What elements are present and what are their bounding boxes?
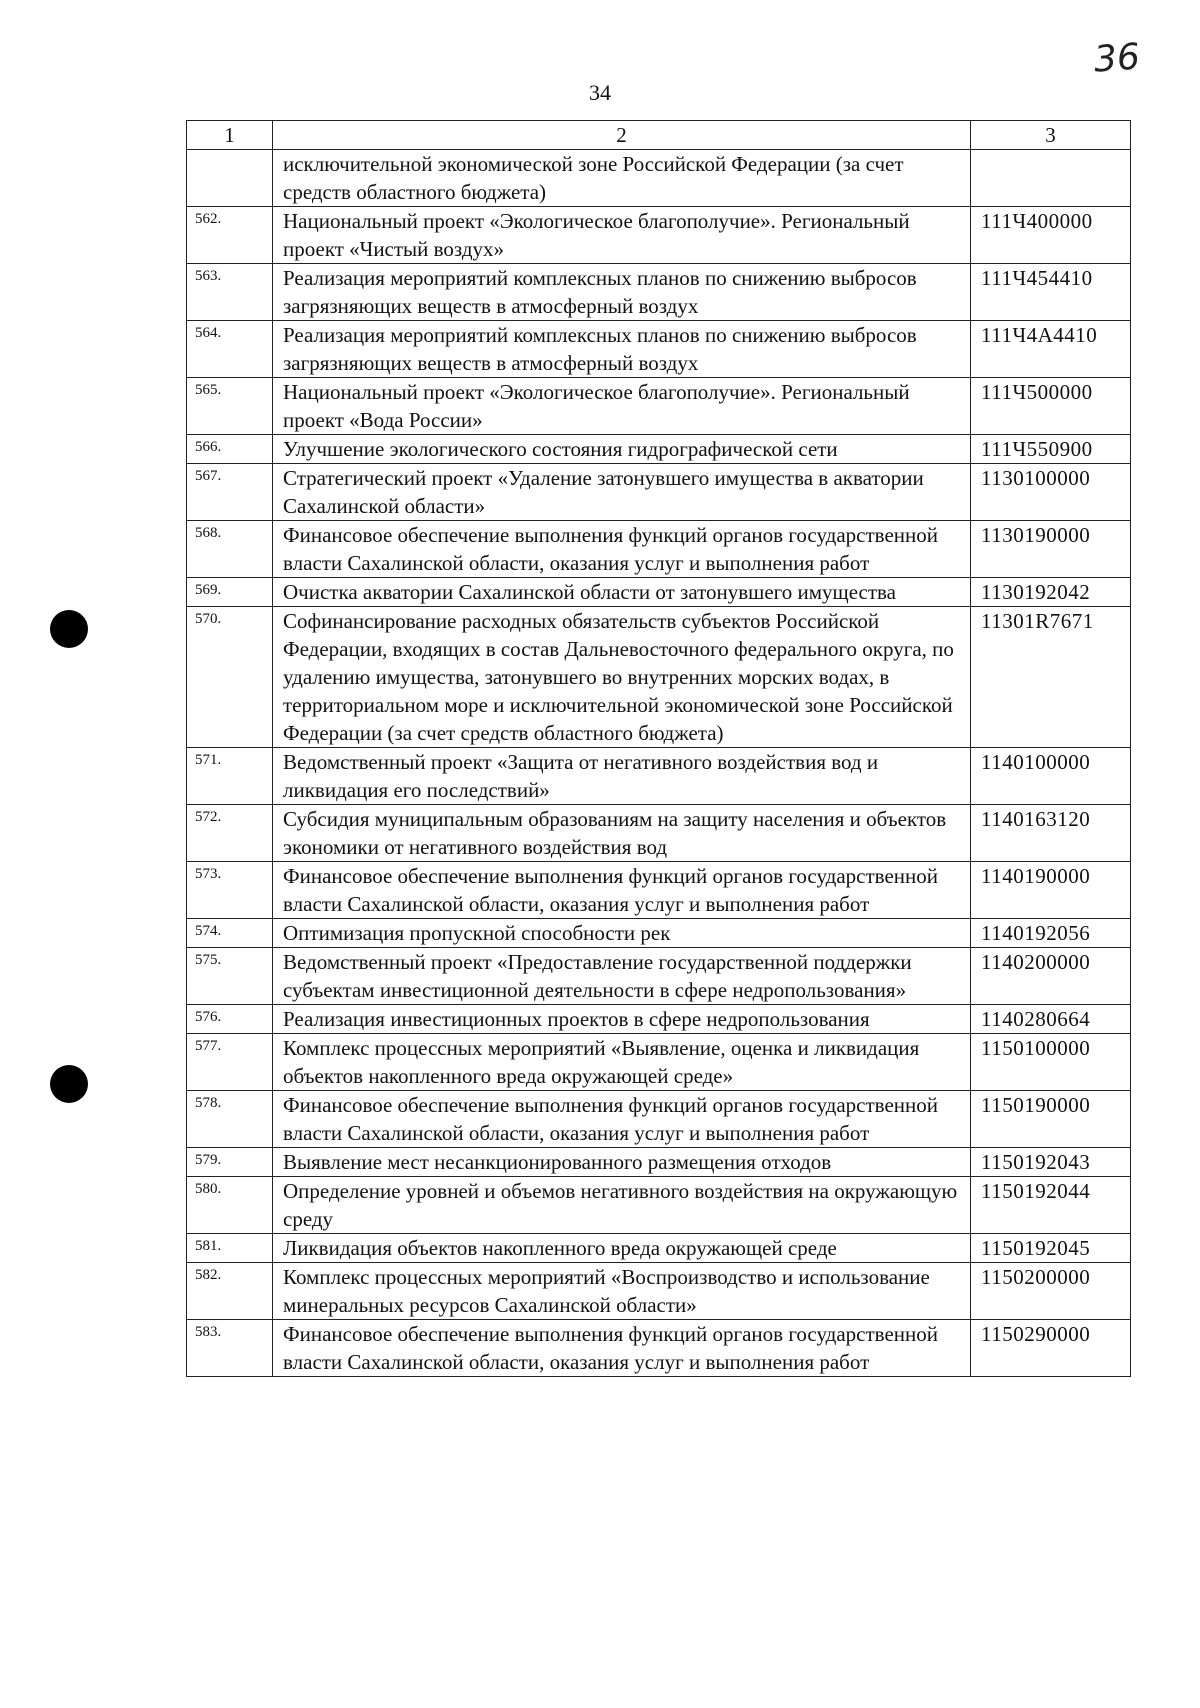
row-code-cell: 1130190000: [971, 521, 1131, 578]
row-name-cell: Комплекс процессных мероприятий «Воспроизводство и использование минеральных ресурсов Сахалинской области»: [273, 1263, 971, 1320]
table-row: [187, 578, 1131, 607]
table-row: [187, 607, 1131, 748]
row-number-cell: 577.: [187, 1034, 273, 1091]
table-row: [187, 1148, 1131, 1177]
row-name-cell: Реализация инвестиционных проектов в сфере недропользования: [273, 1005, 971, 1034]
budget-classification-table: [186, 120, 1131, 1377]
table-row: [187, 435, 1131, 464]
row-name-cell: Реализация мероприятий комплексных планов по снижению выбросов загрязняющих веществ в атмосферный воздух: [273, 264, 971, 321]
table-header-row: [187, 121, 1131, 150]
row-name-cell: Финансовое обеспечение выполнения функций органов государственной власти Сахалинской области, оказания услуг и выполнения работ: [273, 1091, 971, 1148]
table-row: [187, 1263, 1131, 1320]
row-code-cell: 111Ч400000: [971, 207, 1131, 264]
row-code-cell: 111Ч454410: [971, 264, 1131, 321]
page-number: 34: [589, 80, 611, 105]
table-row: [187, 1034, 1131, 1091]
row-number-cell: 571.: [187, 748, 273, 805]
row-name-cell: Ведомственный проект «Защита от негативного воздействия вод и ликвидация его последствий»: [273, 748, 971, 805]
row-name-cell: Оптимизация пропускной способности рек: [273, 919, 971, 948]
row-number-cell: 574.: [187, 919, 273, 948]
row-number-cell: 572.: [187, 805, 273, 862]
row-number-cell: 567.: [187, 464, 273, 521]
row-name-cell: Софинансирование расходных обязательств субъектов Российской Федерации, входящих в состав Дальневосточного федерального округа, по удалению имущества, затонувшего во внутренних морских водах, в территориальном море и исключительной экономической зоне Российской Федерации (за счет средств областного бюджета): [273, 607, 971, 748]
row-code-cell: 1140190000: [971, 862, 1131, 919]
table-row: [187, 464, 1131, 521]
row-name-cell: Субсидия муниципальным образованиям на защиту населения и объектов экономики от негативного воздействия вод: [273, 805, 971, 862]
row-code-cell: 1150200000: [971, 1263, 1131, 1320]
row-code-cell: 11301R7671: [971, 607, 1131, 748]
row-code-cell: 1130100000: [971, 464, 1131, 521]
row-code-cell: 1150192043: [971, 1148, 1131, 1177]
row-name-cell: Ликвидация объектов накопленного вреда окружающей среде: [273, 1234, 971, 1263]
row-code-cell: 111Ч4А4410: [971, 321, 1131, 378]
table-row: [187, 805, 1131, 862]
row-name-cell: Реализация мероприятий комплексных планов по снижению выбросов загрязняющих веществ в атмосферный воздух: [273, 321, 971, 378]
row-number-cell: 578.: [187, 1091, 273, 1148]
punch-hole-mark: [50, 610, 88, 648]
row-code-cell: 1150192045: [971, 1234, 1131, 1263]
column-header: 3: [971, 121, 1131, 150]
row-code-cell: 1150100000: [971, 1034, 1131, 1091]
row-name-cell: Финансовое обеспечение выполнения функций органов государственной власти Сахалинской области, оказания услуг и выполнения работ: [273, 862, 971, 919]
table-row: [187, 1091, 1131, 1148]
row-number-cell: 575.: [187, 948, 273, 1005]
row-name-cell: исключительной экономической зоне Российской Федерации (за счет средств областного бюджета): [273, 150, 971, 207]
table-row: [187, 1320, 1131, 1377]
row-number-cell: 569.: [187, 578, 273, 607]
row-number-cell: 579.: [187, 1148, 273, 1177]
table-row: [187, 321, 1131, 378]
row-code-cell: 111Ч550900: [971, 435, 1131, 464]
row-name-cell: Финансовое обеспечение выполнения функций органов государственной власти Сахалинской области, оказания услуг и выполнения работ: [273, 521, 971, 578]
row-number-cell: 563.: [187, 264, 273, 321]
row-number-cell: 583.: [187, 1320, 273, 1377]
table-body: [187, 150, 1131, 1377]
table-row: [187, 378, 1131, 435]
table-row: [187, 521, 1131, 578]
row-name-cell: Улучшение экологического состояния гидрографической сети: [273, 435, 971, 464]
table-row: [187, 1234, 1131, 1263]
row-code-cell: 1130192042: [971, 578, 1131, 607]
row-code-cell: 1150192044: [971, 1177, 1131, 1234]
row-name-cell: Финансовое обеспечение выполнения функций органов государственной власти Сахалинской области, оказания услуг и выполнения работ: [273, 1320, 971, 1377]
column-header: 1: [187, 121, 273, 150]
row-number-cell: 566.: [187, 435, 273, 464]
row-number-cell: 570.: [187, 607, 273, 748]
row-code-cell: 1140200000: [971, 948, 1131, 1005]
row-code-cell: 1150190000: [971, 1091, 1131, 1148]
row-code-cell: 1140280664: [971, 1005, 1131, 1034]
punch-hole-mark: [50, 1065, 88, 1103]
row-code-cell: 1140100000: [971, 748, 1131, 805]
row-number-cell: 576.: [187, 1005, 273, 1034]
row-name-cell: Национальный проект «Экологическое благополучие». Региональный проект «Вода России»: [273, 378, 971, 435]
handwritten-page-number: 36: [1092, 36, 1142, 81]
row-name-cell: Выявление мест несанкционированного размещения отходов: [273, 1148, 971, 1177]
row-number-cell: 565.: [187, 378, 273, 435]
table-row: [187, 862, 1131, 919]
row-number-cell: [187, 150, 273, 207]
table-row: [187, 150, 1131, 207]
row-number-cell: 573.: [187, 862, 273, 919]
row-code-cell: 111Ч500000: [971, 378, 1131, 435]
table-row: [187, 948, 1131, 1005]
table-row: [187, 748, 1131, 805]
row-name-cell: Национальный проект «Экологическое благополучие». Региональный проект «Чистый воздух»: [273, 207, 971, 264]
row-code-cell: [971, 150, 1131, 207]
row-name-cell: Очистка акватории Сахалинской области от затонувшего имущества: [273, 578, 971, 607]
row-code-cell: 1140192056: [971, 919, 1131, 948]
row-name-cell: Стратегический проект «Удаление затонувшего имущества в акватории Сахалинской области»: [273, 464, 971, 521]
row-number-cell: 581.: [187, 1234, 273, 1263]
row-code-cell: 1150290000: [971, 1320, 1131, 1377]
table-row: [187, 207, 1131, 264]
row-name-cell: Определение уровней и объемов негативного воздействия на окружающую среду: [273, 1177, 971, 1234]
row-number-cell: 564.: [187, 321, 273, 378]
table-row: [187, 1177, 1131, 1234]
column-header: 2: [273, 121, 971, 150]
row-number-cell: 568.: [187, 521, 273, 578]
table-row: [187, 1005, 1131, 1034]
row-number-cell: 580.: [187, 1177, 273, 1234]
table-row: [187, 264, 1131, 321]
table-row: [187, 919, 1131, 948]
row-number-cell: 582.: [187, 1263, 273, 1320]
row-number-cell: 562.: [187, 207, 273, 264]
row-name-cell: Комплекс процессных мероприятий «Выявление, оценка и ликвидация объектов накопленного вреда окружающей среде»: [273, 1034, 971, 1091]
row-name-cell: Ведомственный проект «Предоставление государственной поддержки субъектам инвестиционной деятельности в сфере недропользования»: [273, 948, 971, 1005]
row-code-cell: 1140163120: [971, 805, 1131, 862]
